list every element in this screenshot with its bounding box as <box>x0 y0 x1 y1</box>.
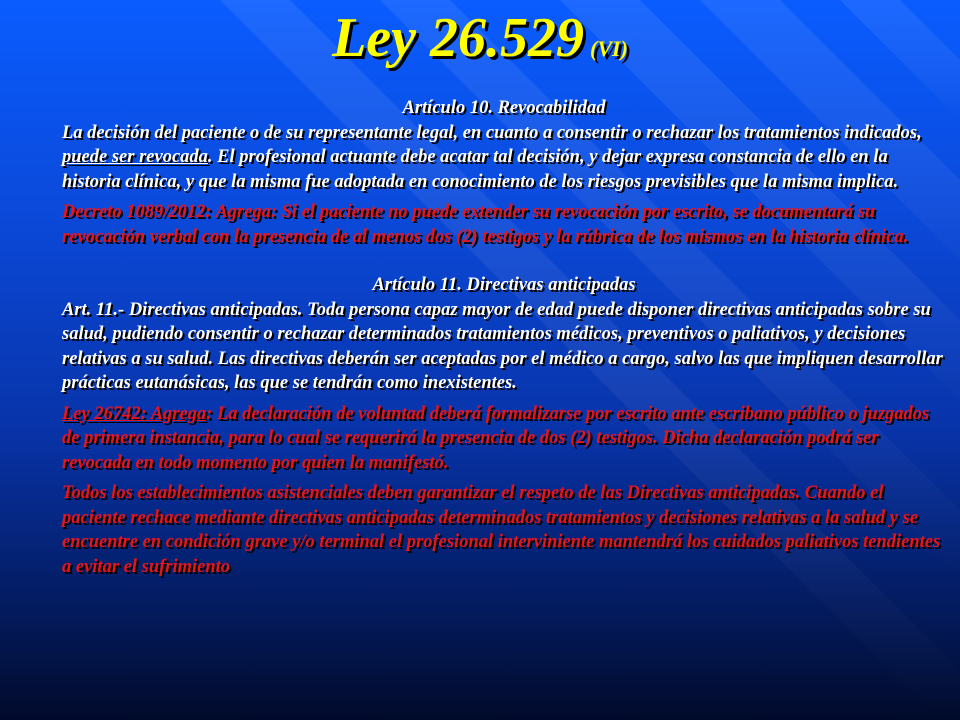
article-10-text-end: . El profesional actuante debe acatar tal decisión, y dejar expresa constancia de ello en la historia clínica, y que la misma fue adoptada en conocimiento de los riesgos previsibles que la misma implica. <box>62 147 899 192</box>
article-10-heading: Artículo 10. Revocabilidad <box>402 98 606 118</box>
article-11-heading: Artículo 11. Directivas anticipadas <box>372 275 636 295</box>
decreto-note: Decreto 1089/2012: Agrega: Si el paciente no puede extender su revocación por escrito, se documentará su revocación verbal con la presencia de al menos dos (2) testigos y la rúbrica de los mismos en la historia clínica. <box>62 202 909 247</box>
title-suffix: (VI) <box>590 36 628 61</box>
article-11-paragraph: Art. 11.- Directivas anticipadas. Toda persona capaz mayor de edad puede disponer directivas anticipadas sobre su salud, pudiendo consentir o rechazar determinados tratamientos médicos, preventivos o paliativos, y decisiones relativas a su salud. Las directivas deberán ser aceptadas por el médico a cargo, salvo las que impliquen desarrollar prácticas eutanásicas, las que se tendrán como inexistentes. <box>62 299 943 393</box>
article-10-paragraph <box>62 121 946 195</box>
title-main: Ley 26.529 <box>332 7 585 69</box>
ley-26742-label: Ley 26742: Agrega <box>62 403 207 424</box>
article-10-underlined-phrase: puede ser revocada <box>62 147 208 167</box>
establishments-note: Todos los establecimientos asistenciales deben garantizar el respeto de las Directivas anticipadas. Cuando el paciente rechace mediante directivas anticipadas determinados tratamientos y decisiones relativas a la salud y se encuentre en condición grave y/o terminal el profesional interviniente mantendrá los cuidados paliativos tendientes a evitar el sufrimiento <box>62 483 941 577</box>
ley-26742-text: : La declaración de voluntad deberá formalizarse por escrito ante escribano público o juzgados de primera instancia, para lo cual se requerirá la presencia de dos (2) testigos. Dicha declaración podrá ser revocada en todo momento por quien la manifestó. <box>62 403 930 473</box>
slide-body <box>62 96 946 579</box>
ley-26742-note <box>62 402 946 476</box>
slide-title <box>0 6 960 70</box>
article-10-text-start: La decisión del paciente o de su representante legal, en cuanto a consentir o rechazar los tratamientos indicados, <box>62 122 922 143</box>
